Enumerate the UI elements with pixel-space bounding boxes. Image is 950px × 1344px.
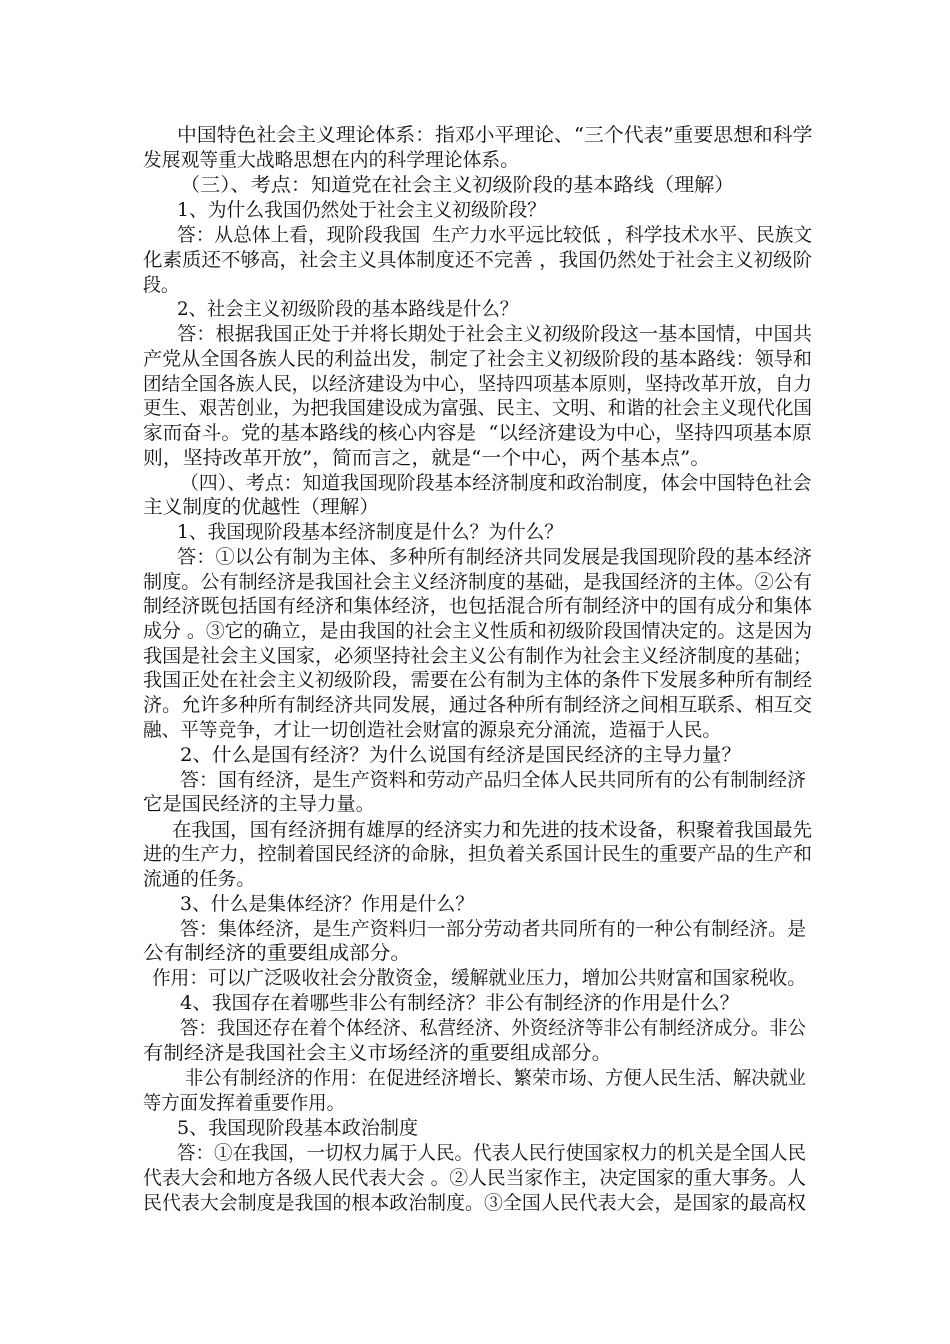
- paragraph-line: 制度。公有制经济是我国社会主义经济制度的基础，是我国经济的主体。②公有: [143, 571, 813, 593]
- paragraph-line: 融、平等竞争，才让一切创造社会财富的源泉充分涌流，造福于人民。: [143, 719, 722, 741]
- paragraph-line: 团结全国各族人民，以经济建设为中心，坚持四项基本原则，坚持改革开放，自力: [143, 373, 813, 395]
- paragraph-line: 中国特色社会主义理论体系：指邓小平理论、“三个代表”重要思想和科学: [177, 124, 813, 146]
- paragraph-line: 化素质还不够高，社会主义具体制度还不完善 ，我国仍然处于社会主义初级阶: [143, 249, 813, 271]
- paragraph-line: 成分 。③它的确立，是由我国的社会主义性质和初级阶段国情决定的。这是因为: [143, 620, 813, 642]
- question-line: 2、社会主义初级阶段的基本路线是什么？: [177, 298, 519, 320]
- paragraph-line: 更生、艰苦创业，为把我国建设成为富强、民主、文明、和谐的社会主义现代化国: [143, 397, 813, 419]
- paragraph-line: 答：①在我国，一切权力属于人民。代表人民行使国家权力的机关是全国人民: [177, 1142, 807, 1164]
- paragraph-line: 我国正处在社会主义初级阶段，需要在公有制为主体的条件下发展多种所有制经: [143, 669, 813, 691]
- paragraph-line: 它是国民经济的主导力量。: [143, 793, 376, 815]
- paragraph-line: 作用：可以广泛吸收社会分散资金，缓解就业压力，增加公共财富和国家税收。: [152, 967, 807, 989]
- question-line: 5、我国现阶段基本政治制度: [177, 1117, 419, 1139]
- paragraph-line: 发展观等重大战略思想在内的科学理论体系。: [143, 149, 520, 171]
- paragraph-line: 等方面发挥着重要作用。: [143, 1092, 346, 1114]
- paragraph-line: 产党从全国各族人民的利益出发，制定了社会主义初级阶段的基本路线：领导和: [143, 348, 813, 370]
- paragraph-line: 有制经济是我国社会主义市场经济的重要组成部分。: [143, 1042, 613, 1064]
- paragraph-line: 公有制经济的重要组成部分。: [143, 942, 412, 964]
- paragraph-line: 答：集体经济，是生产资料归一部分劳动者共同所有的一种公有制经济。是: [180, 918, 807, 940]
- section-heading: 主义制度的优越性（理解）: [143, 496, 380, 518]
- paragraph-line: 答：根据我国正处于并将长期处于社会主义初级阶段这一基本国情，中国共: [177, 323, 813, 345]
- paragraph-line: 民代表大会制度是我国的根本政治制度。③全国人民代表大会，是国家的最高权: [143, 1192, 807, 1214]
- question-line: 3、什么是集体经济？作用是什么？: [180, 893, 475, 915]
- question-line: 2、什么是国有经济？为什么说国有经济是国民经济的主导力量？: [180, 744, 742, 766]
- paragraph-line: 答：我国还存在着个体经济、私营经济、外资经济等非公有制经济成分。非公: [180, 1017, 807, 1039]
- section-heading: （三）、考点：知道党在社会主义初级阶段的基本路线（理解）: [180, 174, 735, 196]
- paragraph-line: 答：从总体上看，现阶段我国 生产力水平远比较低 ，科学技术水平、民族文: [177, 224, 813, 246]
- paragraph-line: 制经济既包括国有经济和集体经济，也包括混合所有制经济中的国有成分和集体: [143, 595, 813, 617]
- paragraph-line: 段。: [143, 274, 180, 296]
- paragraph-line: 济。允许多种所有制经济共同发展，通过各种所有制经济之间相互联系、相互交: [143, 694, 813, 716]
- paragraph-line: 家而奋斗。党的基本路线的核心内容是 “以经济建设为中心，坚持四项基本原: [143, 422, 812, 444]
- paragraph-line: 答：国有经济，是生产资料和劳动产品归全体人民共同所有的公有制制经济: [180, 769, 807, 791]
- paragraph-line: 非公有制经济的作用：在促进经济增长、繁荣市场、方便人民生活、解决就业: [185, 1067, 807, 1089]
- paragraph-line: 我国是社会主义国家，必须坚持社会主义公有制作为社会主义经济制度的基础；: [143, 645, 813, 667]
- section-heading: （四）、考点：知道我国现阶段基本经济制度和政治制度，体会中国特色社会: [180, 472, 812, 494]
- paragraph-line: 进的生产力，控制着国民经济的命脉，担负着关系国计民生的重要产品的生产和: [143, 843, 813, 865]
- paragraph-line: 答：①以公有制为主体、多种所有制经济共同发展是我国现阶段的基本经济: [177, 546, 813, 568]
- paragraph-line: 流通的任务。: [143, 868, 256, 890]
- question-line: 1、我国现阶段基本经济制度是什么？为什么？: [177, 521, 564, 543]
- paragraph-line: 代表大会和地方各级人民代表大会 。②人民当家作主，决定国家的重大事务。人: [143, 1167, 807, 1189]
- question-line: 4、我国存在着哪些非公有制经济？非公有制经济的作用是什么？: [180, 992, 740, 1014]
- paragraph-line: 在我国，国有经济拥有雄厚的经济实力和先进的技术设备，积聚着我国最先: [172, 819, 813, 841]
- question-line: 1、为什么我国仍然处于社会主义初级阶段？: [177, 199, 547, 221]
- paragraph-line: 则，坚持改革开放”，简而言之，就是“一个中心，两个基本点”。: [143, 447, 711, 469]
